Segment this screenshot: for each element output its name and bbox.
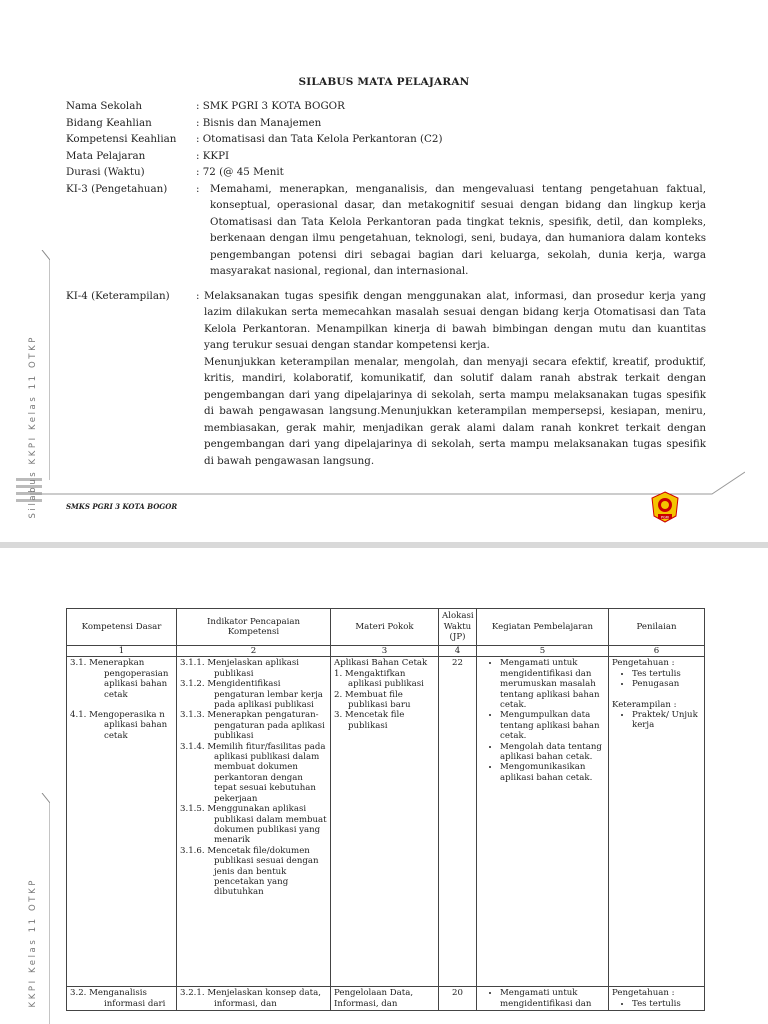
info-row <box>66 115 706 132</box>
document-page-2 <box>0 548 768 1024</box>
info-value: : SMK PGRI 3 KOTA BOGOR <box>196 100 345 112</box>
info-row <box>66 148 706 165</box>
school-logo <box>650 490 680 524</box>
penilaian-list <box>612 710 701 731</box>
penilaian-title: Pengetahuan : <box>612 988 675 999</box>
penilaian-list <box>612 999 701 1009</box>
column-number: 6 <box>609 646 705 657</box>
column-number: 5 <box>477 646 609 657</box>
info-label: Kompetensi Keahlian <box>66 133 177 145</box>
penilaian-item: • Praktek/ Unjuk kerja <box>632 710 701 731</box>
ki4-row <box>66 288 706 470</box>
ki3-label: KI-3 (Pengetahuan) <box>66 182 168 195</box>
ki4-text-block <box>204 288 706 470</box>
penilaian-title: Keterampilan : <box>612 699 677 710</box>
cell-kegiatan <box>477 987 609 1011</box>
column-number: 4 <box>439 646 477 657</box>
footer-line <box>30 470 745 530</box>
indikator-item: 3.2.1. Menjelaskan konsep data, informasi, dan <box>180 988 321 1009</box>
kd-item: 4.1. Mengoperasika n aplikasi bahan cetak <box>70 710 168 741</box>
identity-block <box>66 98 706 469</box>
table-header-row <box>67 609 705 646</box>
info-label: Mata Pelajaran <box>66 149 146 162</box>
cell-kompetensi-dasar <box>67 657 177 987</box>
cell-indikator <box>177 987 331 1011</box>
indikator-item: 3.1.1. Menjelaskan aplikasi publikasi <box>180 658 299 679</box>
info-value: : Otomatisasi dan Tata Kelola Perkantoran (C2) <box>196 133 443 145</box>
kegiatan-item: • Mengamati untuk mengidentifikasi dan <box>500 988 605 1009</box>
indikator-item: 3.1.2. Mengidentifikasi pengaturan lembar kerja pada aplikasi publikasi <box>180 679 323 711</box>
header-kompetensi-dasar: Kompetensi Dasar <box>67 609 177 646</box>
header-kegiatan: Kegiatan Pembelajaran <box>477 609 609 646</box>
info-label: Durasi (Waktu) <box>66 166 145 178</box>
penilaian-item: • Tes tertulis <box>632 999 701 1009</box>
info-value: : 72 (@ 45 Menit <box>196 166 284 178</box>
kegiatan-item: • Mengomunikasikan aplikasi bahan cetak. <box>500 762 605 783</box>
header-alokasi-waktu: Alokasi Waktu (JP) <box>439 609 477 646</box>
column-number: 2 <box>177 646 331 657</box>
penilaian-item: • Penugasan <box>632 679 701 689</box>
indikator-item: 3.1.6. Mencetak file/dokumen publikasi sesuai dengan jenis dan bentuk pencetakan yang dibutuhkan <box>180 845 319 898</box>
indikator-item: 3.1.5. Menggunakan aplikasi publikasi dalam membuat dokumen publikasi yang menarik <box>180 804 327 846</box>
ki3-colon: : <box>196 182 200 195</box>
header-indikator: Indikator Pencapaian Kompetensi <box>177 609 331 646</box>
kegiatan-item: • Mengumpulkan data tentang aplikasi bahan cetak. <box>500 710 605 741</box>
cell-alokasi-waktu: 20 <box>439 987 477 1011</box>
cell-indikator <box>177 657 331 987</box>
cell-penilaian <box>609 657 705 987</box>
ki3-text: Memahami, menerapkan, menganalisis, dan mengevaluasi tentang pengetahuan faktual, konseptual, operasional dasar, dan metakognitif sesuai dengan bidang dan lingkup kerja Otomatisasi dan Tata Kelola Perkantoran pada tingkat teknis, spesifik, detil, dan kompleks, berkenaan dengan ilmu pengetahuan, teknologi, seni, budaya, dan humaniora dalam konteks pengembangan potensi diri sebagai bagian dari keluarga, sekolah, dunia kerja, warga masyarakat nasional, regional, dan internasional. <box>210 182 706 277</box>
column-number: 1 <box>67 646 177 657</box>
kegiatan-item: • Mengamati untuk mengidentifikasi dan merumuskan masalah tentang aplikasi bahan cetak. <box>500 658 605 710</box>
header-penilaian: Penilaian <box>609 609 705 646</box>
page-title: SILABUS MATA PELAJARAN <box>298 76 470 88</box>
penilaian-item: • Tes tertulis <box>632 669 701 679</box>
column-number: 3 <box>331 646 439 657</box>
side-label-2: KKPI Kelas 11 OTKP <box>28 878 38 1008</box>
ki4-colon: : <box>196 289 200 302</box>
silabus-table <box>66 608 705 1011</box>
kegiatan-list <box>480 988 605 1009</box>
info-label: Bidang Keahlian <box>66 116 152 129</box>
table-number-row <box>67 646 705 657</box>
kegiatan-list <box>480 658 605 783</box>
info-row <box>66 131 706 148</box>
cell-materi-pokok <box>331 657 439 987</box>
materi-title: Aplikasi Bahan Cetak <box>334 658 428 669</box>
cell-kompetensi-dasar <box>67 987 177 1011</box>
ki4-text-2: Menunjukkan keterampilan menalar, mengolah, dan menyaji secara efektif, kreatif, produktif, kritis, mandiri, kolaboratif, komunikatif, dan solutif dalam ranah abstrak terkait dengan pengembangan dari yang dipelajarinya di sekolah, serta mampu melaksanakan tugas spesifik di bawah pengawasan langsung.Menunjukkan keterampilan mempersepsi, kesiapan, meniru, membiasakan, gerak mahir, menjadikan gerak alami dalam ranah konkret terkait dengan pengembangan dari yang dipelajarinya di sekolah, serta mampu melaksanakan tugas spesifik di bawah pengawasan langsung. <box>204 355 706 467</box>
table-row <box>67 657 705 987</box>
materi-item: 3. Mencetak file publikasi <box>334 710 405 731</box>
kd-item: 3.1. Menerapkan pengoperasian aplikasi bahan cetak <box>70 658 169 700</box>
info-row <box>66 98 706 115</box>
side-decoration-2 <box>6 793 50 1024</box>
materi-item: 1. Mengaktifkan aplikasi publikasi <box>334 668 424 690</box>
info-label: Nama Sekolah <box>66 100 142 112</box>
cell-kegiatan <box>477 657 609 987</box>
ki3-row <box>66 181 706 280</box>
penilaian-title: Pengetahuan : <box>612 658 675 669</box>
cell-materi-pokok: Pengelolaan Data, Informasi, dan <box>331 987 439 1011</box>
indikator-item: 3.1.4. Memilih fitur/fasilitas pada aplikasi publikasi dalam membuat dokumen perkantoran dengan tepat sesuai kebutuhan pekerjaan <box>180 741 326 804</box>
ki4-label: KI-4 (Keterampilan) <box>66 289 170 302</box>
table-row <box>67 987 705 1011</box>
indikator-item: 3.1.3. Menerapkan pengaturan-pengaturan pada aplikasi publikasi <box>180 710 325 742</box>
info-row <box>66 164 706 181</box>
cell-penilaian <box>609 987 705 1011</box>
side-label: Silabus KKPI Kelas 11 OTKP <box>28 335 38 519</box>
footer-school-name: SMKS PGRI 3 KOTA BOGOR <box>66 502 178 511</box>
info-value: : KKPI <box>196 149 230 162</box>
school-logo-text: PGRI <box>660 515 670 520</box>
materi-item: 2. Membuat file publikasi baru <box>334 689 411 711</box>
header-materi-pokok: Materi Pokok <box>331 609 439 646</box>
ki4-text-1: Melaksanakan tugas spesifik dengan menggunakan alat, informasi, dan prosedur kerja yang lazim dilakukan serta memecahkan masalah sesuai dengan bidang kerja Otomatisasi dan Tata Kelola Perkantoran. Menampilkan kinerja di bawah bimbingan dengan mutu dan kuantitas yang terukur sesuai dengan standar kompetensi kerja. <box>204 289 706 351</box>
penilaian-list <box>612 669 701 690</box>
kegiatan-item: • Mengolah data tentang aplikasi bahan cetak. <box>500 742 605 763</box>
cell-alokasi-waktu: 22 <box>439 657 477 987</box>
info-value: : Bisnis dan Manajemen <box>196 116 322 129</box>
kd-item: 3.2. Menganalisis informasi dari <box>70 988 166 1009</box>
